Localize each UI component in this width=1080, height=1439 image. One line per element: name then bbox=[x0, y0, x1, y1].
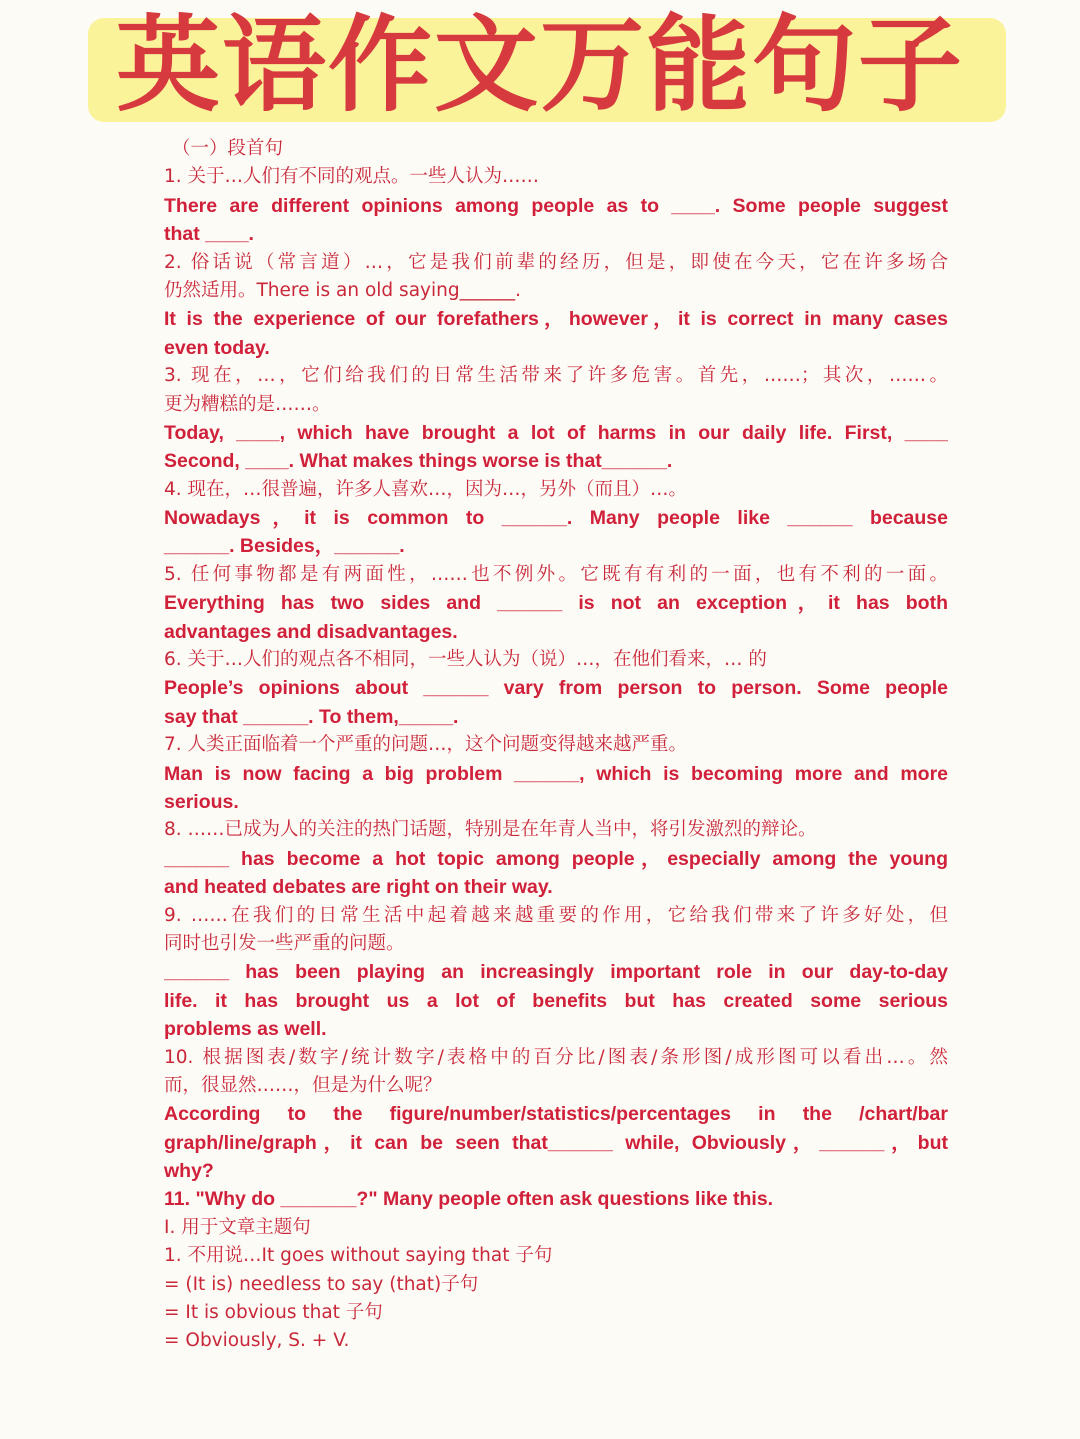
english-sentence-line: why? bbox=[164, 1160, 214, 1183]
chinese-text-line: 1. 不用说…It goes without saying that 子句 bbox=[164, 1245, 553, 1267]
chinese-text-line: 4. 现在，…很普遍，许多人喜欢…，因为…，另外（而且）…。 bbox=[164, 478, 688, 500]
english-sentence-line: 11. "Why do _______?" Many people often ask questions like this. bbox=[164, 1188, 774, 1211]
page-title: 英语作文万能句子 bbox=[115, 4, 964, 126]
english-sentence-line: problems as well. bbox=[164, 1018, 327, 1041]
chinese-text-line: 10. 根据图表/数字/统计数字/表格中的百分比/图表/条形图/成形图可以看出…。然 bbox=[164, 1046, 948, 1068]
chinese-text-line: 7. 人类正面临着一个严重的问题…，这个问题变得越来越严重。 bbox=[164, 734, 688, 756]
chinese-text-line: I. 用于文章主题句 bbox=[164, 1216, 311, 1238]
chinese-text-line: = (It is) needless to say (that)子句 bbox=[164, 1273, 479, 1295]
english-sentence-line: Everything has two sides and ______ is not an exception，it has both bbox=[164, 592, 948, 615]
english-sentence-line: and heated debates are right on their way. bbox=[164, 876, 553, 899]
english-sentence-line: even today. bbox=[164, 336, 270, 359]
chinese-text-line: 5. 任何事物都是有两面性，……也不例外。它既有有利的一面，也有不利的一面。 bbox=[164, 563, 948, 585]
english-sentence-line: People’s opinions about ______ vary from person to person. Some people bbox=[164, 677, 948, 700]
english-sentence-line: Man is now facing a big problem ______, which is becoming more and more bbox=[164, 762, 948, 785]
chinese-text-line: 8. ……已成为人的关注的热门话题，特别是在年青人当中，将引发激烈的辩论。 bbox=[164, 819, 817, 841]
chinese-text-line: （一）段首句 bbox=[172, 138, 284, 159]
chinese-text-line: = Obviously, S. + V. bbox=[164, 1330, 350, 1352]
english-sentence-line: ______ has become a hot topic among people，especially among the young bbox=[164, 847, 948, 870]
chinese-text-line: = It is obvious that 子句 bbox=[164, 1302, 383, 1324]
english-sentence-line: ______. Besides，______. bbox=[164, 535, 405, 558]
english-sentence-line: Today, ____, which have brought a lot of harms in our daily life. First, ____ bbox=[164, 421, 948, 444]
chinese-text-line: 而，很显然……，但是为什么呢？ bbox=[164, 1074, 442, 1096]
chinese-text-line: 6. 关于…人们的观点各不相同，一些人认为（说）…，在他们看来，… 的 bbox=[164, 649, 767, 671]
chinese-text-line: 3. 现在，…，它们给我们的日常生活带来了许多危害。首先，……；其次，……。 bbox=[164, 365, 948, 387]
english-sentence-line: There are different opinions among people as to ____. Some people suggest bbox=[164, 194, 948, 217]
english-sentence-line: serious. bbox=[164, 790, 239, 813]
english-sentence-line: advantages and disadvantages. bbox=[164, 620, 458, 643]
english-sentence-line: ______ has been playing an increasingly important role in our day-to-day bbox=[164, 961, 948, 984]
chinese-text-line: 同时也引发一些严重的问题。 bbox=[164, 932, 405, 954]
chinese-text-line: 1. 关于…人们有不同的观点。一些人认为…… bbox=[164, 166, 540, 188]
chinese-text-line: 2. 俗话说（常言道）…，它是我们前辈的经历，但是，即使在今天，它在许多场合 bbox=[164, 251, 948, 273]
chinese-text-line: 9. ……在我们的日常生活中起着越来越重要的作用，它给我们带来了许多好处，但 bbox=[164, 904, 948, 926]
english-sentence-line: Nowadays，it is common to ______. Many people like ______ because bbox=[164, 507, 948, 530]
english-sentence-line: that ____. bbox=[164, 223, 254, 246]
english-sentence-line: Second, ____. What makes things worse is that______. bbox=[164, 450, 673, 473]
chinese-text-line: 更为糟糕的是……。 bbox=[164, 393, 331, 415]
english-sentence-line: It is the experience of our forefathers，however，it is correct in many cases bbox=[164, 308, 948, 331]
english-sentence-line: According to the figure/number/statistics/percentages in the /chart/bar bbox=[164, 1103, 948, 1126]
document-body bbox=[164, 135, 948, 1356]
chinese-text-line: 仍然适用。There is an old saying______. bbox=[164, 279, 521, 301]
english-sentence-line: graph/line/graph，it can be seen that______ while, Obviously，______，but bbox=[164, 1131, 948, 1154]
english-sentence-line: say that ______. To them,_____. bbox=[164, 705, 459, 728]
english-sentence-line: life. it has brought us a lot of benefits but has created some serious bbox=[164, 989, 948, 1012]
